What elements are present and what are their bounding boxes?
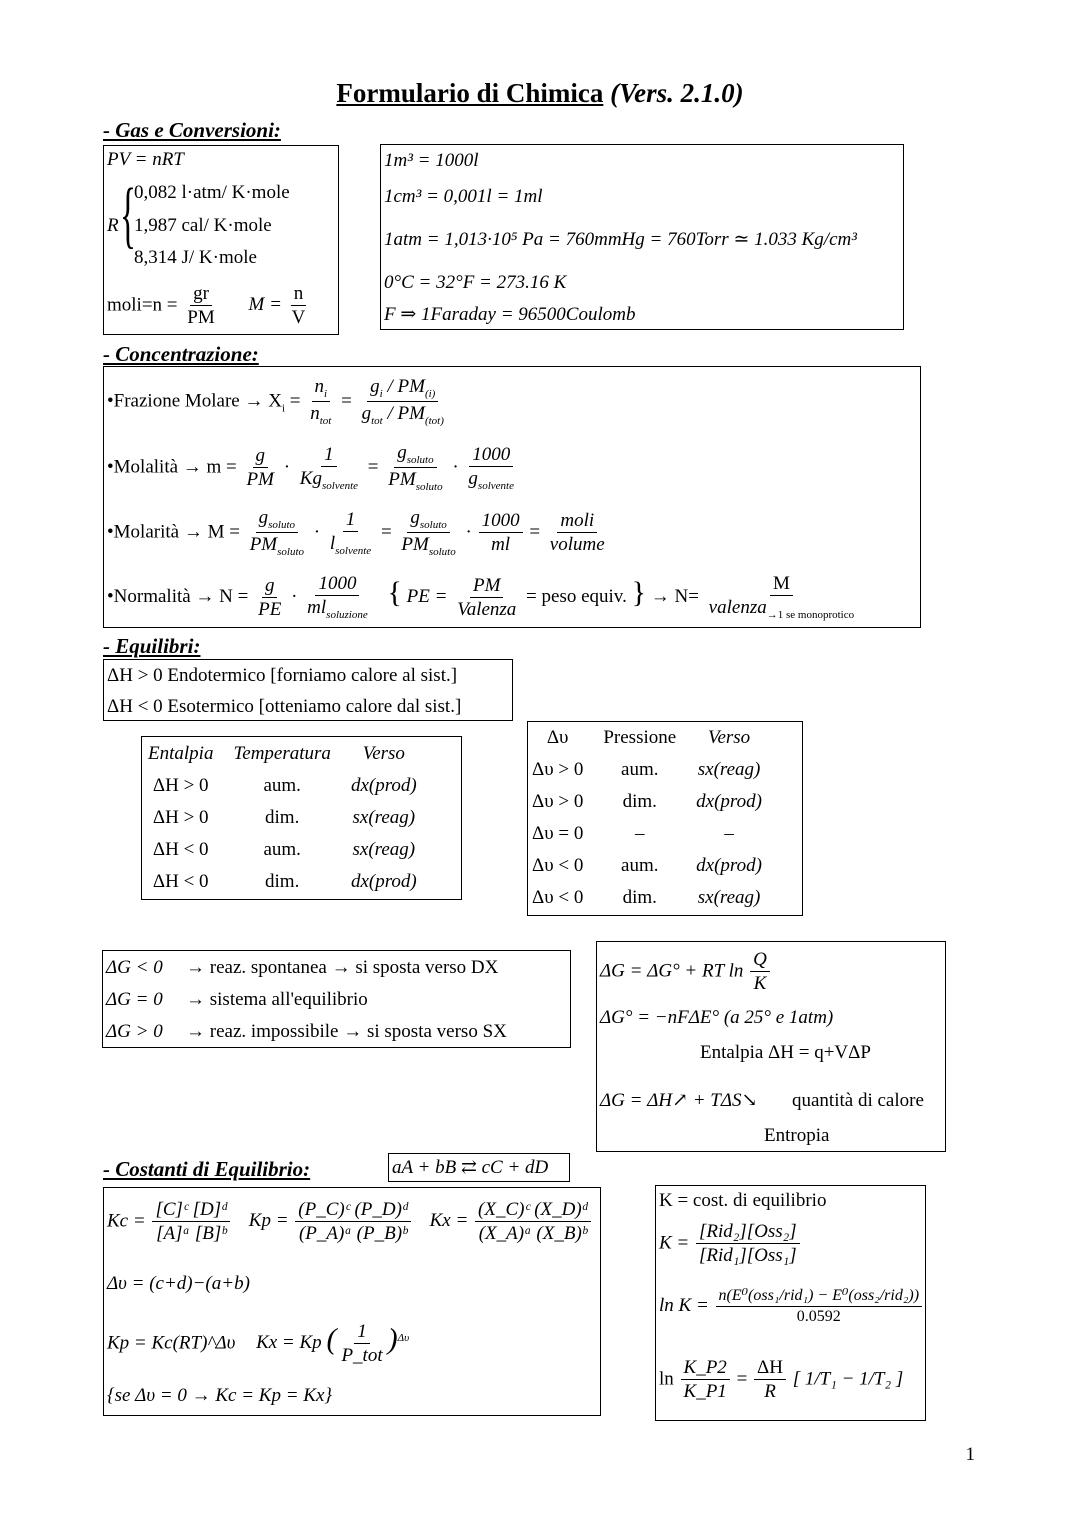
- conv-1: 1m³ = 1000l: [384, 150, 479, 171]
- gibbs-formula-box: [596, 941, 946, 1152]
- conv-5: F ⇒ 1Faraday = 96500Coulomb: [384, 304, 636, 325]
- page-title: [0, 78, 1080, 109]
- normalita: •Normalità → N = $\frac{g}{PE}$ · $\frac{1000}{ml_{soluzione}}$ { PE = $\frac{PM}{\text{Valenza}}$ = peso equiv. } → N= $\frac{M}{valenza_{\to 1 se monoprotico}}$: [107, 573, 855, 621]
- k-box: [655, 1185, 926, 1421]
- gibbs-row-3: ΔG > 0 → reaz. impossibile → si sposta verso SX: [106, 1021, 507, 1042]
- title-version: (Vers. 2.1.0): [610, 78, 744, 108]
- kp-kc-kx: Kp = Kc(RT)^Δυ Kx = Kp ( $\frac{1}{\text{P\_tot}}$ )$^{\Delta\upsilon}$: [107, 1321, 410, 1366]
- gibbs-row-1: ΔG < 0 → reaz. spontanea → si sposta verso DX: [106, 957, 499, 978]
- gas-box: [103, 145, 339, 335]
- table-pressione: Δυ Pressione Verso Δυ > 0 aum. sx(reag) Δυ > 0 dim. dx(prod) Δυ = 0 – – Δυ < 0 aum. dx(prod) Δυ < 0 dim. sx(reag): [527, 721, 803, 916]
- k-l1: K = cost. di equilibrio: [659, 1190, 827, 1211]
- gibbs-row-2: ΔG = 0 → sistema all'equilibrio: [106, 989, 368, 1010]
- enthalpy-eso: ΔH < 0 Esotermico [otteniamo calore dal sist.]: [107, 696, 462, 717]
- k-l4: ln $\frac{K\_P2}{K\_P1}$ = $\frac{\Delta H}{R}$ [ 1/T₁ − 1/T₂ ]: [659, 1357, 904, 1402]
- conversions-box: [380, 144, 904, 330]
- molalita: •Molalità → m = $\frac{g}{PM}$ · $\frac{1}{Kg_{solvente}}$ = $\frac{g_{soluto}}{PM_{soluto}}$ · $\frac{1000}{g_{solvente}}$: [107, 442, 514, 494]
- reaction: aA + bB ⇄ cC + dD: [392, 1157, 549, 1178]
- gibbs-l3: Entalpia ΔH = q+VΔP: [700, 1042, 871, 1063]
- table-entalpia: Entalpia Temperatura Verso ΔH > 0 aum. dx(prod) ΔH > 0 dim. sx(reag) ΔH < 0 aum. sx(reag) ΔH < 0 dim. dx(prod): [141, 736, 462, 900]
- gibbs-l4: ΔG = ΔH↗ + TΔS↘: [600, 1090, 758, 1111]
- k-l2: K = $\frac{\text{[Rid₂][Oss₂]}}{\text{[Rid₁][Oss₁]}}$: [659, 1222, 802, 1266]
- title-main: Formulario di Chimica: [336, 78, 604, 108]
- conv-3: 1atm = 1,013·10⁵ Pa = 760mmHg = 760Torr ≃ 1.033 Kg/cm³: [384, 229, 857, 250]
- r-value-1: 0,082 l·atm/ K·mole: [134, 182, 290, 203]
- se-condition: {se Δυ = 0 → Kc = Kp = Kx}: [107, 1385, 332, 1406]
- conv-4: 0°C = 32°F = 273.16 K: [384, 272, 567, 293]
- concentration-box: [103, 366, 921, 628]
- molarita: •Molarità → M = $\frac{g_{soluto}}{PM_{soluto}}$ · $\frac{1}{l_{solvente}}$ = $\frac{g_{soluto}}{PM_{soluto}}$ · $\frac{1000}{ml}$ = $\frac{\text{moli}}{\text{volume}}$: [107, 507, 605, 559]
- enthalpy-box: [103, 659, 513, 721]
- reaction-box: [388, 1153, 570, 1182]
- gibbs-l2: ΔG° = −nFΔE° (a 25° e 1atm): [600, 1007, 834, 1028]
- section-equilibri: - Equilibri:: [103, 634, 201, 658]
- gibbs-l5: Entropia: [764, 1125, 830, 1146]
- delta-nu: Δυ = (c+d)−(a+b): [107, 1273, 250, 1294]
- k-l3: ln K = $\frac{\text{n(E⁰(oss₁/rid₁) − E⁰(oss₂/rid₂))}}{0.0592}$: [659, 1288, 924, 1326]
- section-gas: - Gas e Conversioni:: [103, 118, 281, 142]
- pv-formula: PV = nRT: [107, 149, 184, 170]
- frazione-molare: •Frazione Molare → $X_i$ = $\frac{n_i}{n_{tot}}$ = $\frac{g_i / PM_{(i)}}{g_{tot} / PM_{(tot)}}$: [107, 376, 444, 428]
- r-brace: {: [120, 174, 136, 256]
- gibbs-l4b: quantità di calore: [792, 1090, 924, 1111]
- enthalpy-endo: ΔH > 0 Endotermico [forniamo calore al sist.]: [107, 665, 458, 686]
- conv-2: 1cm³ = 0,001l = 1ml: [384, 186, 543, 207]
- page-number: 1: [965, 1444, 975, 1465]
- section-keq: - Costanti di Equilibrio:: [103, 1157, 311, 1181]
- r-value-2: 1,987 cal/ K·mole: [134, 215, 272, 236]
- keq-box: [103, 1187, 601, 1416]
- r-value-3: 8,314 J/ K·mole: [134, 247, 257, 268]
- moli-formula: moli=n = $\frac{gr}{PM}$ M = $\frac{n}{V}$: [107, 283, 306, 328]
- gibbs-box: [102, 950, 571, 1048]
- r-letter: R: [107, 215, 119, 236]
- kc-kp-kx: Kc = $\frac{\text{[C]ᶜ [D]ᵈ}}{\text{[A]ᵃ [B]ᵇ}}$ Kp = $\frac{\text{(P\_C)ᶜ (P\_D)ᵈ}}{\text{(P\_A)ᵃ (P\_B)ᵇ}}$ Kx = $\frac{\text{(X\_C)ᶜ (X\_D)ᵈ}}{\text{(X\_A)ᵃ (X\_B)ᵇ}}$: [107, 1200, 593, 1244]
- gibbs-l1: ΔG = ΔG° + RT ln $\frac{Q}{K}$: [600, 950, 772, 994]
- section-concentration: - Concentrazione:: [103, 342, 259, 366]
